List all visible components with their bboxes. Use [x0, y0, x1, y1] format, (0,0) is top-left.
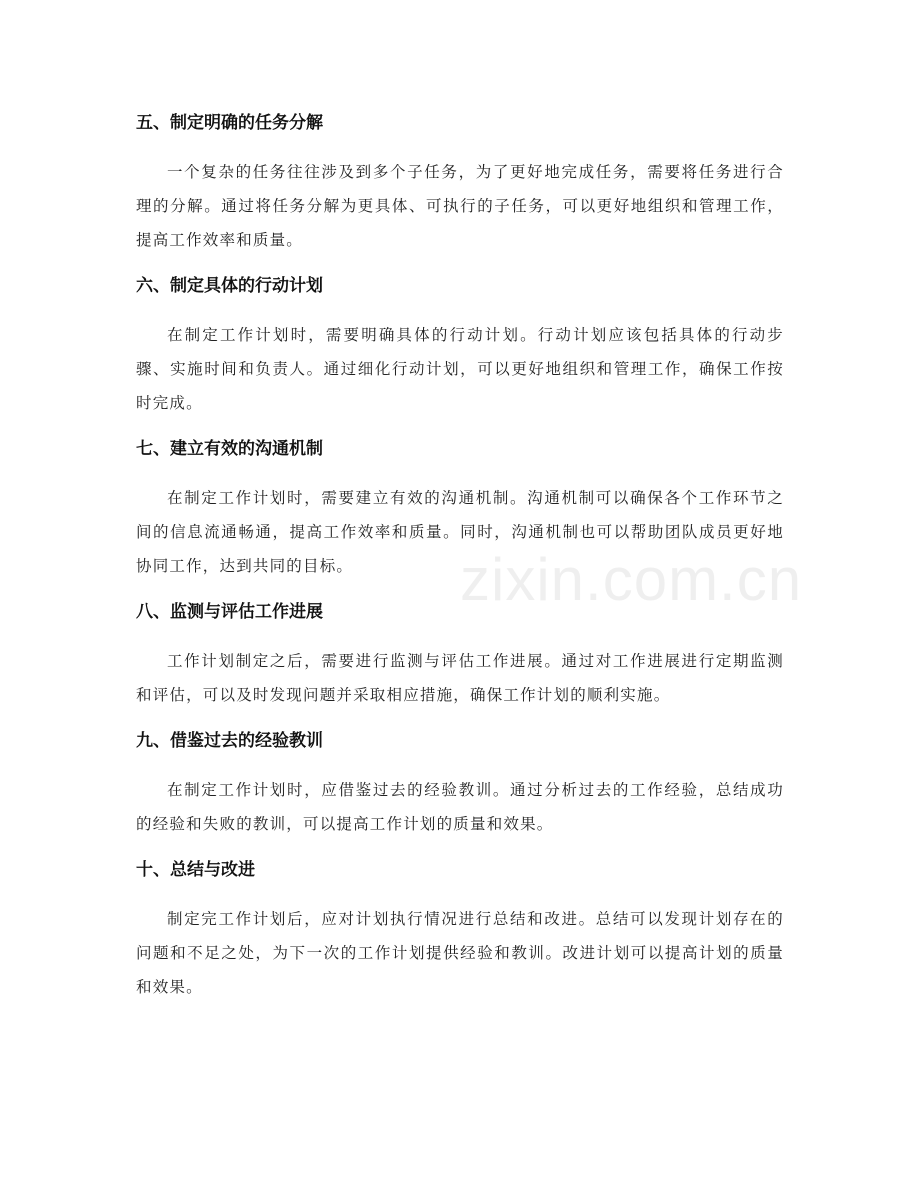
section-heading: 十、总结与改进 — [136, 860, 255, 880]
section-paragraph: 在制定工作计划时，需要明确具体的行动计划。行动计划应该包括具体的行动步骤、实施时间和负责人。通过细化行动计划，可以更好地组织和管理工作，确保工作按时完成。 — [136, 326, 784, 412]
section-8 — [136, 597, 784, 712]
section-heading: 七、建立有效的沟通机制 — [136, 439, 323, 459]
section-paragraph: 工作计划制定之后，需要进行监测与评估工作进展。通过对工作进展进行定期监测和评估，可以及时发现问题并采取相应措施，确保工作计划的顺利实施。 — [136, 652, 784, 704]
section-7 — [136, 434, 784, 583]
section-heading: 五、制定明确的任务分解 — [136, 113, 323, 133]
section-heading: 九、借鉴过去的经验教训 — [136, 731, 323, 751]
section-6 — [136, 271, 784, 420]
section-9 — [136, 726, 784, 841]
section-paragraph: 一个复杂的任务往往涉及到多个子任务，为了更好地完成任务，需要将任务进行合理的分解。通过将任务分解为更具体、可执行的子任务，可以更好地组织和管理工作，提高工作效率和质量。 — [136, 163, 784, 249]
section-paragraph: 在制定工作计划时，应借鉴过去的经验教训。通过分析过去的工作经验，总结成功的经验和失败的教训，可以提高工作计划的质量和效果。 — [136, 781, 784, 833]
section-paragraph: 在制定工作计划时，需要建立有效的沟通机制。沟通机制可以确保各个工作环节之间的信息流通畅通，提高工作效率和质量。同时，沟通机制也可以帮助团队成员更好地协同工作，达到共同的目标。 — [136, 489, 784, 575]
section-5 — [136, 108, 784, 257]
document-content — [136, 108, 784, 1018]
section-paragraph: 制定完工作计划后，应对计划执行情况进行总结和改进。总结可以发现计划存在的问题和不足之处，为下一次的工作计划提供经验和教训。改进计划可以提高计划的质量和效果。 — [136, 910, 784, 996]
section-heading: 八、监测与评估工作进展 — [136, 602, 323, 622]
watermark: zixin.com.cn — [460, 546, 803, 613]
section-10 — [136, 855, 784, 1004]
section-heading: 六、制定具体的行动计划 — [136, 276, 323, 296]
